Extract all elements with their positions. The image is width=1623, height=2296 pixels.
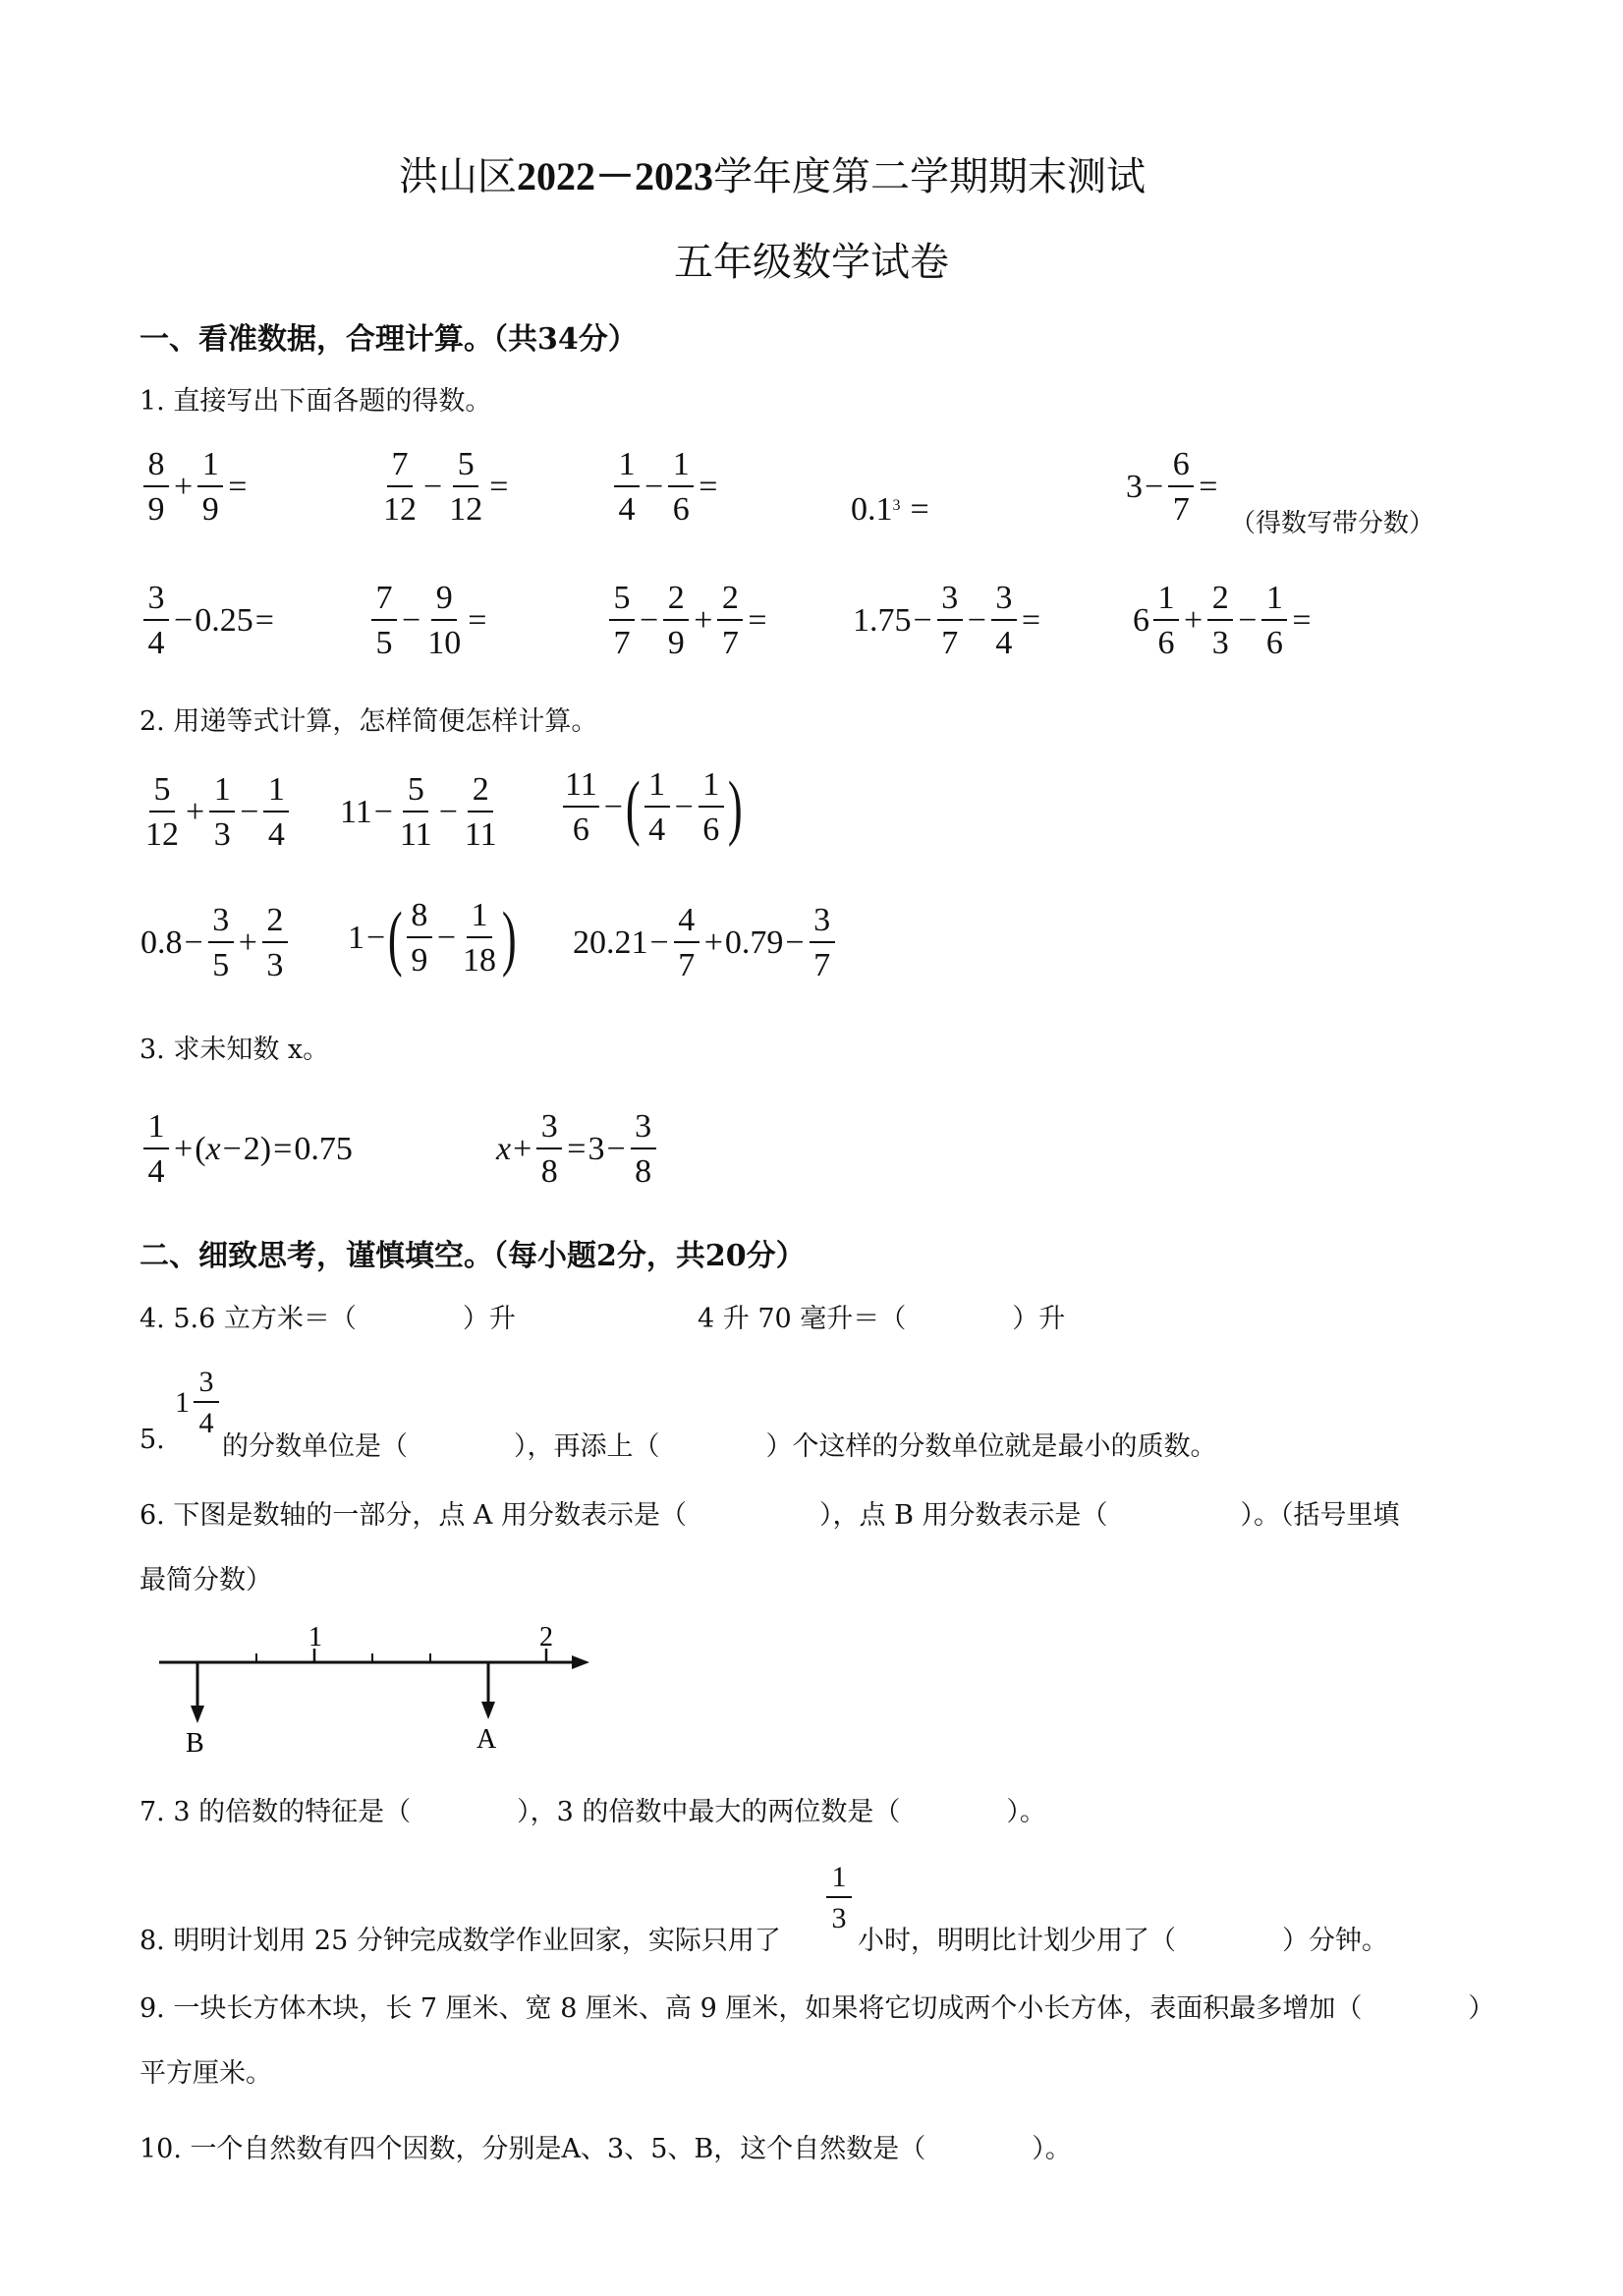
axis-label-2: 2 xyxy=(539,1622,553,1652)
q1-expr-7: $\frac{7}{5}$ − $\frac{9}{10}$ = xyxy=(368,582,488,660)
page-title xyxy=(399,145,1146,201)
title-term: 学年度第二学期期末测试 xyxy=(713,154,1146,199)
point-a-label: A xyxy=(476,1724,497,1755)
q1-expr-3: $\frac{1}{4}$ − $\frac{1}{6}$ = xyxy=(611,448,719,527)
point-b-label: B xyxy=(186,1728,204,1759)
q5-mixed-number: 1 $\frac{3}{4}$ xyxy=(175,1368,222,1438)
q1-expr-4: 0.1 $^3$ = xyxy=(851,491,929,528)
q1-expr-1: $\frac{8}{9}$ + $\frac{1}{9}$ = xyxy=(140,448,249,527)
axis-arrow-head xyxy=(572,1655,589,1669)
title-district: 洪山区 xyxy=(399,154,517,199)
axis-label-1: 1 xyxy=(308,1622,322,1652)
question-10: 10. 一个自然数有四个因数，分别是A、3、5、B，这个自然数是（ ）。 xyxy=(140,2134,1072,2164)
section1-heading-num: 34 xyxy=(537,322,579,357)
question-1: 1. 直接写出下面各题的得数。 xyxy=(140,386,492,417)
page-subtitle: 五年级数学试卷 xyxy=(674,240,949,285)
q3-equation-2: x + $\frac{3}{8}$ = 3 − $\frac{3}{8}$ xyxy=(496,1110,659,1189)
question-8-pre: 8. 明明计划用 25 分钟完成数学作业回家，实际只用了 xyxy=(140,1926,781,1956)
question-3: 3. 求未知数 x。 xyxy=(140,1035,330,1065)
point-a-arrow-head xyxy=(481,1702,495,1719)
q1-expr-6: $\frac{3}{4}$ − 0.25 = xyxy=(140,582,276,660)
q1-expr-8: $\frac{5}{7}$ − $\frac{2}{9}$ + $\frac{2}{7}$ = xyxy=(606,582,769,660)
q2-expr-6: 20.21 − $\frac{4}{7}$ + 0.79 − $\frac{3}{7}$ xyxy=(573,904,838,982)
q2-expr-5: 1 − ( $\frac{8}{9}$ − $\frac{1}{18}$ ) xyxy=(348,897,517,979)
q1-expr-2: $\frac{7}{12}$ − $\frac{5}{12}$ = xyxy=(383,446,509,528)
question-6-line1: 6. 下图是数轴的一部分，点 A 用分数表示是（ ），点 B 用分数表示是（ ）。（括号里填 xyxy=(140,1500,1400,1531)
q1-expr-10: 6 $\frac{1}{6}$ + $\frac{2}{3}$ − $\frac{1}{6}$ = xyxy=(1133,580,1312,661)
question-4a: 4. 5.6 立方米＝（ ）升 xyxy=(140,1304,516,1334)
question-5: 的分数单位是（ ），再添上（ ）个这样的分数单位就是最小的质数。 xyxy=(222,1431,1217,1462)
question-2: 2. 用递等式计算，怎样简便怎样计算。 xyxy=(140,706,598,737)
q1-expr-9: 1.75 − $\frac{3}{7}$ − $\frac{3}{4}$ = xyxy=(853,580,1041,661)
q2-expr-4: 0.8 − $\frac{3}{5}$ + $\frac{2}{3}$ xyxy=(140,904,291,982)
q1-note: （得数写带分数） xyxy=(1230,509,1435,538)
q2-expr-3: $\frac{11}{6}$ − ( $\frac{1}{4}$ − $\frac{1}{6}$ ) xyxy=(565,766,743,848)
question-9-line2: 平方厘米。 xyxy=(140,2058,272,2089)
point-b-arrow-head xyxy=(191,1706,204,1723)
q8-fraction: $\frac{1}{3}$ xyxy=(823,1863,855,1933)
q2-expr-2: 11 − $\frac{5}{11}$ − $\frac{2}{11}$ xyxy=(340,771,497,853)
q1-expr-5: 3 − $\frac{6}{7}$ = xyxy=(1126,446,1218,528)
question-5-number: 5. xyxy=(140,1425,165,1455)
section1-heading xyxy=(140,314,638,358)
section1-heading-post: 分） xyxy=(578,322,638,357)
title-years: 2022－2023 xyxy=(517,154,713,198)
question-7: 7. 3 的倍数的特征是（ ），3 的倍数中最大的两位数是（ ）。 xyxy=(140,1797,1046,1827)
question-9-line1: 9. 一块长方体木块，长 7 厘米、宽 8 厘米、高 9 厘米，如果将它切成两个小长方体，表面积最多增加（ ） xyxy=(140,1993,1495,2024)
fraction: $\frac{8}{9}$ xyxy=(143,448,169,527)
section1-heading-pre: 一、看准数据，合理计算。（共 xyxy=(140,322,537,357)
number-line xyxy=(147,1611,599,1759)
q2-expr-1: $\frac{5}{12}$ + $\frac{1}{3}$ − $\frac{1}{4}$ xyxy=(140,773,292,852)
q3-equation-1: $\frac{1}{4}$ + ( x − 2 ) = 0.75 xyxy=(140,1110,353,1189)
question-8-post: 小时，明明比计划少用了（ ）分钟。 xyxy=(858,1926,1388,1956)
question-6-line2: 最简分数） xyxy=(140,1565,272,1596)
question-4b: 4 升 70 毫升＝（ ）升 xyxy=(698,1304,1066,1334)
section2-heading: 二、细致思考，谨慎填空。（每小题2分，共20分） xyxy=(140,1239,806,1273)
